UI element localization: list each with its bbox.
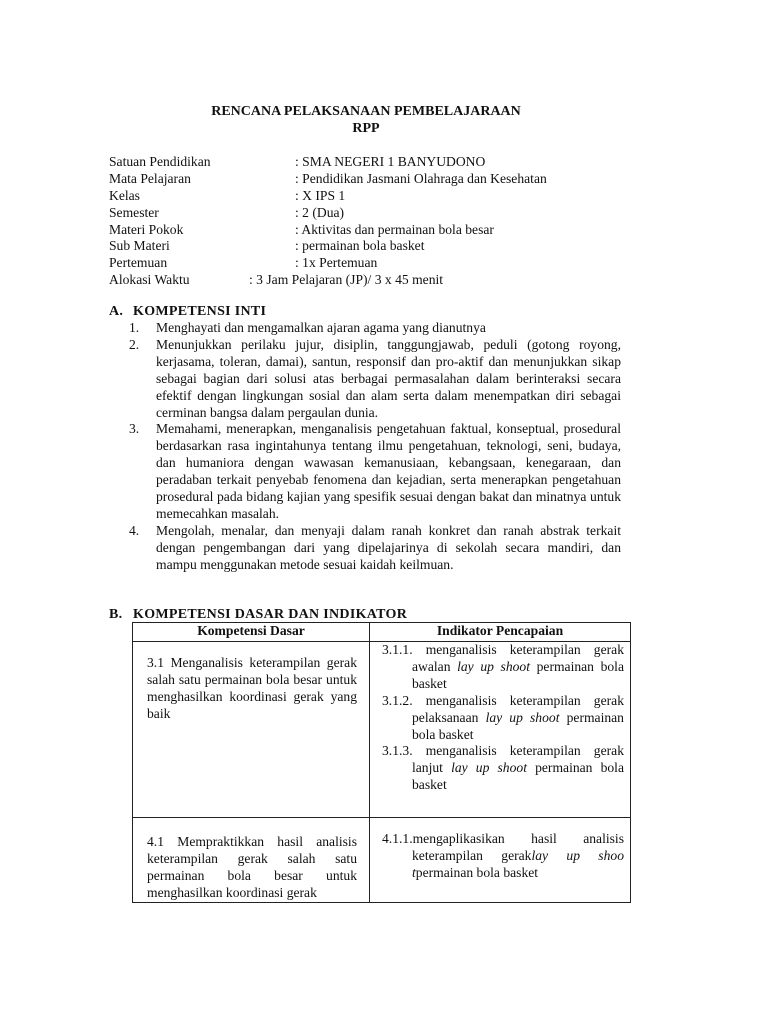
indicator-item [382,693,624,744]
section-b-heading [109,606,407,623]
list-item [129,337,621,422]
indicator-cell [370,818,631,903]
list-item-text: Mengolah, menalar, dan menyaji dalam ranah konkret dan ranah abstrak terkait dengan pengembangan dari yang dipelajarinya di sekolah secara mandiri, dan mampu menggunakan metode sesuai kaidah keilmuan. [156,522,621,572]
list-number: 4. [129,522,140,538]
document-title: RENCANA PELAKSANAAN PEMBELAJARAAN [211,104,521,119]
identity-value: : 1x Pertemuan [295,255,378,271]
identity-label: Pertemuan [109,255,168,271]
title-block [0,103,732,137]
kd-text: 3.1 Menganalisis keterampilan gerak salah satu permainan bola besar untuk menghasilkan koordinasi gerak yang baik [147,655,357,721]
identity-value: : Pendidikan Jasmani Olahraga dan Kesehatan [295,170,547,186]
column-header-indikator: Indikator Pencapaian [370,623,631,642]
column-header-kompetensi-dasar: Kompetensi Dasar [133,623,370,642]
indicator-item [382,642,624,693]
indicator-emphasis: lay up shoot [451,760,527,776]
identity-value: : 2 (Dua) [295,204,345,220]
indicator-code: 3.1.3. [382,743,413,759]
identity-label: Kelas [109,187,140,203]
identity-label: Mata Pelajaran [109,170,191,186]
list-number: 2. [129,336,140,352]
indicator-text-end: permainan bola basket [412,709,624,742]
indicator-text-end: permainan bola basket [415,864,539,880]
section-a-title: KOMPETENSI INTI [133,304,267,319]
indicator-text: menganalisis keterampilan gerak pelaksanaan [412,692,624,725]
list-item-text: Menghayati dan mengamalkan ajaran agama yang dianutnya [156,320,486,335]
identity-value: : permainan bola basket [295,238,425,254]
identity-label: Materi Pokok [109,221,184,237]
indicator-item [382,743,624,794]
indicator-text: menganalisis keterampilan gerak lanjut [412,743,624,776]
table-row [133,642,631,818]
indicator-emphasis: lay up shoot [485,709,560,725]
indicator-code: 3.1.2. [382,692,413,708]
indicator-text: menganalisis keterampilan gerak awalan [412,642,624,674]
kd-cell [133,642,370,818]
identity-value: : X IPS 1 [295,187,346,203]
identity-label: Satuan Pendidikan [109,154,211,169]
indicator-text: mengaplikasikan hasil analisis keterampilan gerak [412,831,624,863]
identity-value: : SMA NEGERI 1 BANYUDONO [295,154,486,169]
section-b-letter: B. [109,607,123,622]
indicator-code: 3.1.1. [382,642,413,657]
identity-value: : Aktivitas dan permainan bola besar [295,221,494,237]
indicator-code: 4.1.1. [382,831,413,846]
table-header-row [133,623,631,642]
competency-table [132,622,631,903]
indicator-item [382,831,624,882]
section-a-heading [109,303,266,320]
identity-label: Alokasi Waktu [109,272,190,288]
table-row [133,818,631,903]
indicator-emphasis: lay up shoo t [412,847,624,880]
list-number: 3. [129,421,140,437]
identity-label: Semester [109,204,159,220]
indicator-text-end: permainan bola basket [412,658,624,691]
list-item [129,421,621,522]
document-subtitle: RPP [352,121,380,136]
list-number: 1. [129,320,140,335]
kd-text: 4.1 Mempraktikkan hasil analisis keterampilan gerak salah satu permainan bola besar untuk menghasilkan koordinasi gerak [147,834,357,900]
indicator-text-end: permainan bola basket [412,760,624,793]
list-item-text: Menunjukkan perilaku jujur, disiplin, tanggungjawab, peduli (gotong royong, kerjasama, toleran, damai), santun, responsif dan pro-aktif dan menunjukkan sikap sebagai bagian dari solusi atas berbagai permasalahan dalam berinteraksi secara efektif dengan lingkungan sosial dan alam serta dalam menempatkan diri sebagai cerminan bangsa dalam pergaulan dunia. [156,336,621,420]
kompetensi-inti-list [129,320,621,574]
indicator-emphasis: lay up shoot [457,658,530,674]
section-a-letter: A. [109,304,124,319]
indicator-cell [370,642,631,818]
list-item-text: Memahami, menerapkan, menganalisis pengetahuan faktual, konseptual, prosedural berdasarkan rasa ingintahunya tentang ilmu pengetahuan, teknologi, seni, budaya, dan humaniora dengan wawasan kemanusiaan, kebangsaan, kenegaraan, dan peradaban terkait penyebab fenomena dan kejadian, serta menerapkan pengetahuan prosedural pada bidang kajian yang spesifik sesuai dengan bakat dan minatnya untuk memecahkan masalah. [156,421,621,521]
list-item [129,320,621,337]
kd-cell [133,818,370,903]
section-b-title: KOMPETENSI DASAR DAN INDIKATOR [133,607,408,622]
identity-label: Sub Materi [109,238,170,254]
identity-value: : 3 Jam Pelajaran (JP)/ 3 x 45 menit [249,272,444,288]
list-item [129,523,621,574]
